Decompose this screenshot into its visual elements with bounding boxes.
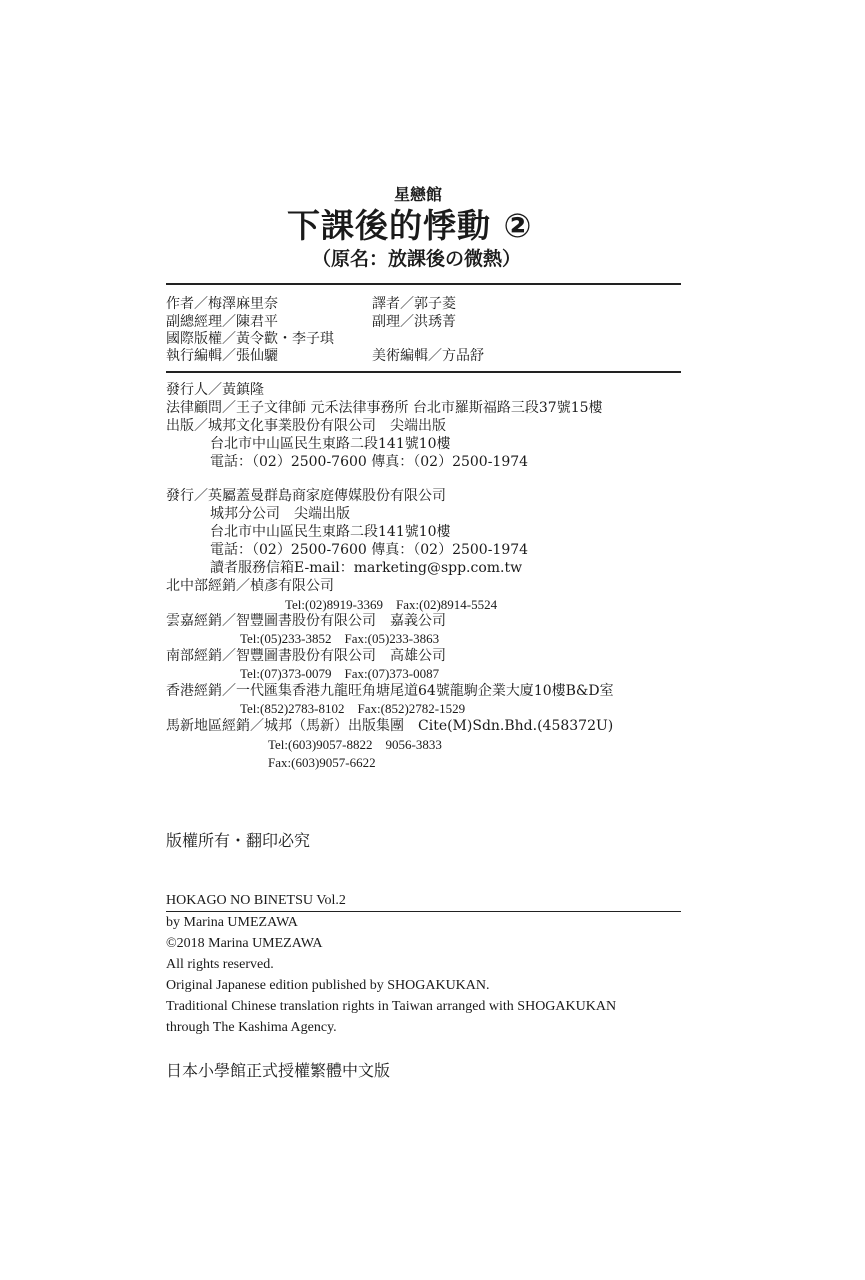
credit-translator: 譯者／郭子菱 xyxy=(372,296,456,312)
imprint-name: 星戀館 xyxy=(394,185,443,204)
divider-middle xyxy=(166,371,681,373)
dist-south: 南部經銷／智豐圖書股份有限公司 高雄公司 xyxy=(166,648,446,664)
dist-hk-tel: Tel:(852)2783-8102 Fax:(852)2782-1529 xyxy=(240,701,466,716)
dist-yunjia-tel: Tel:(05)233-3852 Fax:(05)233-3863 xyxy=(240,631,440,646)
credit-art-editor: 美術編輯／方品舒 xyxy=(372,348,484,364)
credit-intl-rights: 國際版權／黃令歡・李子琪 xyxy=(166,331,334,347)
dist-north-tel: Tel:(02)8919-3369 Fax:(02)8914-5524 xyxy=(285,597,498,612)
dist-hk: 香港經銷／一代匯集香港九龍旺角塘尾道64號龍駒企業大廈10樓B&D室 xyxy=(166,683,614,699)
credit-exec-editor: 執行編輯／張仙驪 xyxy=(166,348,278,364)
english-translation-1: Traditional Chinese translation rights in Taiwan arranged with SHOGAKUKAN xyxy=(166,999,617,1014)
english-translation-2: through The Kashima Agency. xyxy=(166,1020,337,1035)
dist-my-tel: Tel:(603)9057-8822 9056-3833 xyxy=(268,737,442,752)
book-title: 下課後的悸動 ② xyxy=(287,206,533,245)
dist-yunjia: 雲嘉經銷／智豐圖書股份有限公司 嘉義公司 xyxy=(166,613,446,629)
english-reserved: All rights reserved. xyxy=(166,957,274,972)
english-original: Original Japanese edition published by SHOGAKUKAN. xyxy=(166,978,490,993)
dist-north: 北中部經銷／楨彥有限公司 xyxy=(166,578,334,594)
publisher-address: 台北市中山區民生東路二段141號10樓 xyxy=(210,436,451,452)
english-author: by Marina UMEZAWA xyxy=(166,915,298,930)
publishing-company: 出版／城邦文化事業股份有限公司 尖端出版 xyxy=(166,418,446,434)
english-copyright: ©2018 Marina UMEZAWA xyxy=(166,936,323,951)
dist-south-tel: Tel:(07)373-0079 Fax:(07)373-0087 xyxy=(240,666,440,681)
rights-notice: 版權所有・翻印必究 xyxy=(166,831,311,850)
issuer-address: 台北市中山區民生東路二段141號10樓 xyxy=(210,524,451,540)
original-title: （原名：放課後の微熱） xyxy=(312,248,522,270)
divider-english xyxy=(166,911,681,912)
credit-deputy-gm: 副總經理／陳君平 xyxy=(166,314,278,330)
issuer-phone: 電話：（02）2500-7600 傳真：（02）2500-1974 xyxy=(210,542,529,558)
issuer: 發行／英屬蓋曼群島商家庭傳媒股份有限公司 xyxy=(166,488,446,504)
english-title: HOKAGO NO BINETSU Vol.2 xyxy=(166,893,346,908)
divider-top xyxy=(166,283,681,285)
legal-advisor: 法律顧問／王子文律師 元禾法律事務所 台北市羅斯福路三段37號15樓 xyxy=(166,400,603,416)
reader-email: 讀者服務信箱E-mail：marketing@spp.com.tw xyxy=(210,560,523,576)
credit-author: 作者／梅澤麻里奈 xyxy=(166,296,278,312)
issuer-branch: 城邦分公司 尖端出版 xyxy=(210,506,350,522)
credit-assistant-manager: 副理／洪琇菁 xyxy=(372,314,456,330)
dist-my-fax: Fax:(603)9057-6622 xyxy=(268,755,376,770)
authorized-edition: 日本小學館正式授權繁體中文版 xyxy=(166,1061,391,1080)
publisher-person: 發行人／黃鎮隆 xyxy=(166,382,264,398)
dist-my: 馬新地區經銷／城邦（馬新）出版集團 Cite(M)Sdn.Bhd.(458372U) xyxy=(166,718,614,734)
publisher-phone: 電話：（02）2500-7600 傳真：（02）2500-1974 xyxy=(210,454,529,470)
